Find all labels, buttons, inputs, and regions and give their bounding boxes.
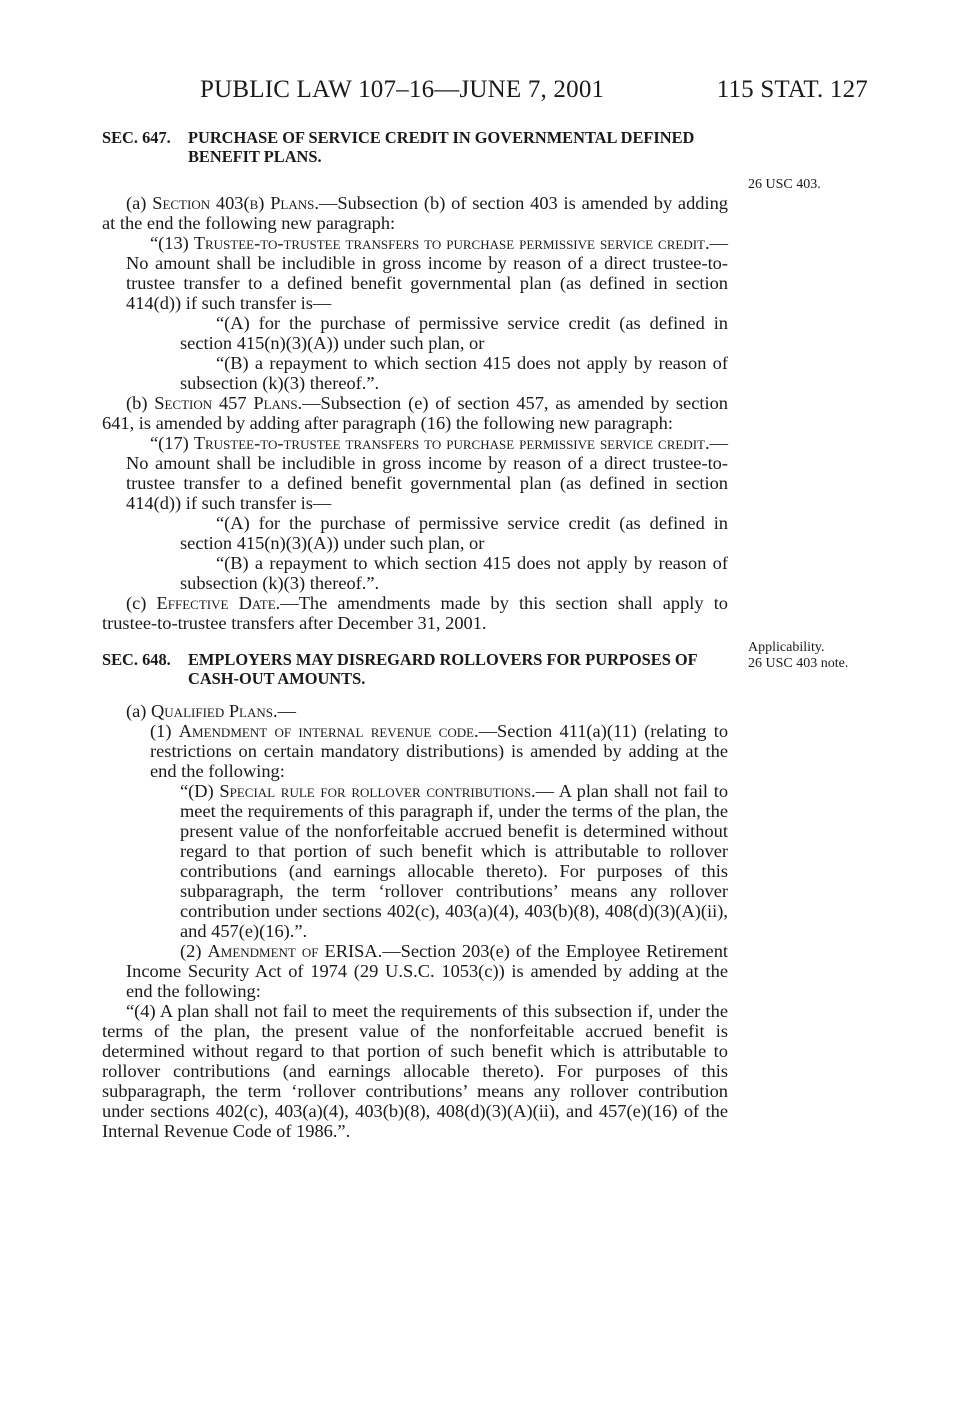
section-title: EMPLOYERS MAY DISREGARD ROLLOVERS FOR PURPOSES OF CASH-OUT AMOUNTS. xyxy=(188,650,698,688)
paragraph-1: (1) Amendment of internal revenue code.—Section 411(a)(11) (relating to restrictions on certain mandatory distributions) is amended by adding at the end the following: xyxy=(150,721,729,781)
stat-page-number: 115 STAT. 127 xyxy=(716,76,868,103)
margin-note-26-usc-403-note: 26 USC 403 note. xyxy=(748,656,849,671)
paragraph-13-A: “(A) for the purchase of permissive service credit (as defined in section 415(n)(3)(A)) under such plan, or xyxy=(180,313,728,353)
quoted-paragraph-4: “(4) A plan shall not fail to meet the requirements of this subsection if, under the terms of the plan, the present value of the nonforfeitable accrued benefit is determined without regard to that portion of such benefit which is attributable to rollover contributions (and earnings allocable thereto). For purposes of this subparagraph, the term ‘rollover contributions’ means any rollover contribution under sections 402(c), 403(a)(4), 403(b)(8), 408(d)(3)(A)(ii), and 457(e)(16) of the Internal Revenue Code of 1986.”. xyxy=(102,1001,728,1141)
paragraph-17: “(17) Trustee-to-trustee transfers to purchase permissive service credit.—No amount shall be includible in gross income by reason of a direct trustee-to-trustee transfer to a defined benefit governmental plan (as defined in section 414(d)) if such transfer is— xyxy=(126,433,728,513)
paragraph-17-A: “(A) for the purchase of permissive service credit (as defined in section 415(n)(3)(A)) under such plan, or xyxy=(180,513,728,553)
paragraph-13-B: “(B) a repayment to which section 415 does not apply by reason of subsection (k)(3) thereof.”. xyxy=(180,353,728,393)
subsection-a-qualified-plans: (a) Qualified Plans.— xyxy=(126,701,296,721)
paragraph-17-B: “(B) a repayment to which section 415 does not apply by reason of subsection (k)(3) thereof.”. xyxy=(180,553,728,593)
section-number: SEC. 648. xyxy=(102,650,171,669)
paragraph-13: “(13) Trustee-to-trustee transfers to purchase permissive service credit.—No amount shall be includible in gross income by reason of a direct trustee-to-trustee transfer to a defined benefit governmental plan (as defined in section 414(d)) if such transfer is— xyxy=(126,233,728,313)
subsection-c: (c) Effective Date.—The amendments made by this section shall apply to trustee-to-trustee transfers after December 31, 2001. xyxy=(102,593,728,633)
section-number: SEC. 647. xyxy=(102,128,171,147)
margin-note-applicability: Applicability. xyxy=(748,640,825,655)
section-647-heading xyxy=(102,128,728,166)
subsection-b: (b) Section 457 Plans.—Subsection (e) of section 457, as amended by section 641, is amended by adding after paragraph (16) the following new paragraph: xyxy=(102,393,728,433)
section-648-heading xyxy=(102,650,728,688)
page-header xyxy=(100,76,868,112)
main-text-column xyxy=(102,128,728,1141)
margin-note-26-usc-403: 26 USC 403. xyxy=(748,177,821,192)
subparagraph-D: “(D) Special rule for rollover contributions.— A plan shall not fail to meet the requirements of this paragraph if, under the terms of the plan, the present value of the nonforfeitable accrued benefit is determined without regard to that portion of such benefit which is attributable to rollover contributions (and earnings allocable thereto). For purposes of this subparagraph, the term ‘rollover contributions’ means any rollover contribution under sections 402(c), 403(a)(4), 403(b)(8), 408(d)(3)(A)(ii), and 457(e)(16).”. xyxy=(180,781,729,941)
section-title: PURCHASE OF SERVICE CREDIT IN GOVERNMENTAL DEFINED BENEFIT PLANS. xyxy=(188,128,695,166)
paragraph-2: (2) Amendment of ERISA.—Section 203(e) of the Employee Retirement Income Security Act of 1974 (29 U.S.C. 1053(c)) is amended by adding at the end the following: xyxy=(126,941,729,1001)
running-title: PUBLIC LAW 107–16—JUNE 7, 2001 xyxy=(200,76,605,103)
subsection-a: (a) Section 403(b) Plans.—Subsection (b) of section 403 is amended by adding at the end the following new paragraph: xyxy=(102,193,728,233)
